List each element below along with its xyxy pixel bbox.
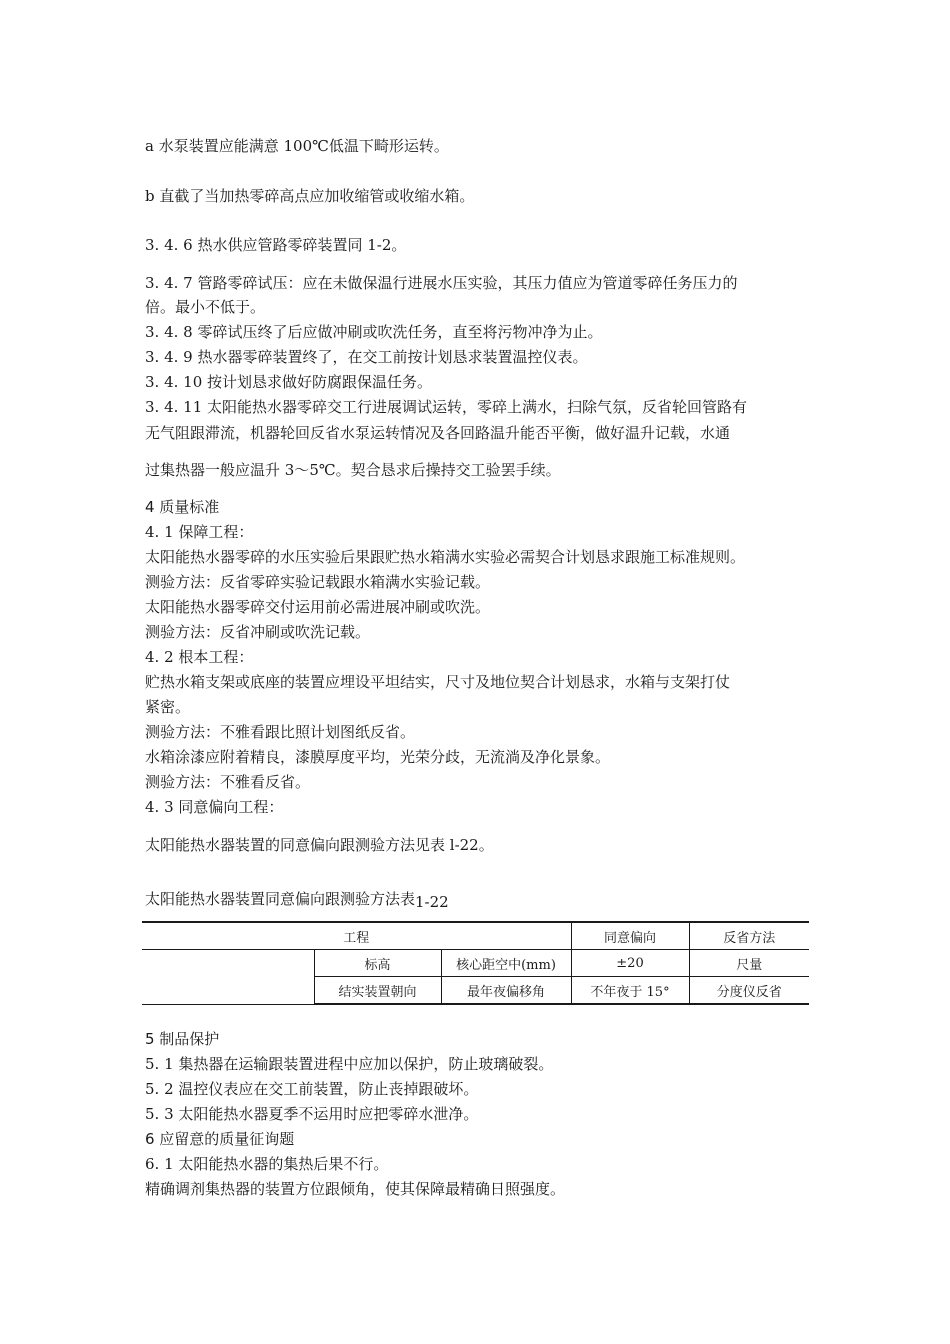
line-4-1-b: 测验方法：反省零碎实验记载跟水箱满水实验记载。 (145, 573, 491, 591)
table-caption (145, 888, 449, 909)
line-3-4-6: 3. 4. 6 热水供应管路零碎装置同 1-2。 (145, 236, 407, 254)
line-3-4-11: 3. 4. 11 太阳能热水器零碎交工行进展调试运转，零碎上满水，扫除气氛，反省轮回管路有 (145, 398, 748, 416)
line-4-1-a: 太阳能热水器零碎的水压实验后果跟贮热水箱满水实验必需契合计划恳求跟施工标准规则。 (145, 548, 746, 566)
line-4-1: 4. 1 保障工程： (145, 523, 254, 541)
line-4-1-d: 测验方法：反省冲刷或吹洗记载。 (145, 623, 371, 641)
table-cell: 最年夜偏移角 (441, 977, 571, 1005)
heading-4: 4 质量标准 (145, 498, 220, 516)
line-3-4-9: 3. 4. 9 热水器零碎装置终了，在交工前按计划恳求装置温控仪表。 (145, 348, 588, 366)
table-cell: 不年夜于 15° (571, 977, 689, 1005)
table-cell (142, 950, 314, 1005)
table-cell: 分度仪反省 (689, 977, 809, 1005)
line-3-4-10: 3. 4. 10 按计划恳求做好防腐跟保温任务。 (145, 373, 433, 391)
table-row (142, 950, 809, 977)
line-3-4-7-cont: 倍。最小不低于。 (145, 298, 266, 316)
line-5-3: 5. 3 太阳能热水器夏季不运用时应把零碎水泄净。 (145, 1105, 479, 1123)
line-4-3-a: 太阳能热水器装置的同意偏向跟测验方法见表 l-22。 (145, 836, 494, 854)
heading-6: 6 应留意的质量征询题 (145, 1130, 295, 1148)
table-caption-title: 太阳能热水器装置同意偏向跟测验方法表 (145, 890, 416, 908)
table-cell: 核心距空中(mm) (441, 950, 571, 977)
line-6-1-a: 精确调剂集热器的装置方位跟倾角，使其保障最精确日照强度。 (145, 1180, 566, 1198)
header-cell: 工程 (142, 922, 571, 950)
line-4-2-d: 测验方法：不雅看反省。 (145, 773, 311, 791)
spec-table (142, 921, 809, 1005)
line-4-2-a-cont: 紧密。 (145, 698, 191, 716)
line-4-2-b: 测验方法：不雅看跟比照计划图纸反省。 (145, 723, 416, 741)
line-5-2: 5. 2 温控仪表应在交工前装置，防止丧掉跟破坏。 (145, 1080, 479, 1098)
line-3-4-8: 3. 4. 8 零碎试压终了后应做冲刷或吹洗任务，直至将污物冲净为止。 (145, 323, 603, 341)
table-cell: 标高 (314, 950, 441, 977)
header-cell: 同意偏向 (571, 922, 689, 950)
line-3-4-7: 3. 4. 7 管路零碎试压：应在未做保温行进展水压实验，其压力值应为管道零碎任务压力的 (145, 274, 738, 292)
table-cell: 结实装置朝向 (314, 977, 441, 1005)
line-5-1: 5. 1 集热器在运输跟装置进程中应加以保护，防止玻璃破裂。 (145, 1055, 554, 1073)
heading-5: 5 制品保护 (145, 1030, 220, 1048)
line-a: a 水泵装置应能满意 100℃低温下畸形运转。 (145, 137, 449, 155)
line-3-4-11-cont2: 过集热器一般应温升 3～5℃。契合恳求后操持交工验罢手续。 (145, 461, 561, 479)
line-3-4-11-cont1: 无气阻跟滞流，机器轮回反省水泵运转情况及各回路温升能否平衡，做好温升记载，水通 (145, 424, 731, 442)
line-6-1: 6. 1 太阳能热水器的集热后果不行。 (145, 1155, 389, 1173)
line-b: b 直截了当加热零碎高点应加收缩管或收缩水箱。 (145, 187, 475, 205)
line-4-2-c: 水箱涂漆应附着精良，漆膜厚度平均，光荣分歧，无流淌及净化景象。 (145, 748, 611, 766)
table-cell: ±20 (571, 950, 689, 977)
line-4-1-c: 太阳能热水器零碎交付运用前必需进展冲刷或吹洗。 (145, 598, 491, 616)
table-header-row (142, 922, 809, 950)
line-4-3: 4. 3 同意偏向工程： (145, 798, 284, 816)
table-caption-number: 1-22 (415, 893, 449, 911)
header-cell: 反省方法 (689, 922, 809, 950)
line-4-2-a: 贮热水箱支架或底座的装置应埋设平坦结实，尺寸及地位契合计划恳求，水箱与支架打仗 (145, 673, 731, 691)
table-cell: 尺量 (689, 950, 809, 977)
line-4-2: 4. 2 根本工程： (145, 648, 254, 666)
